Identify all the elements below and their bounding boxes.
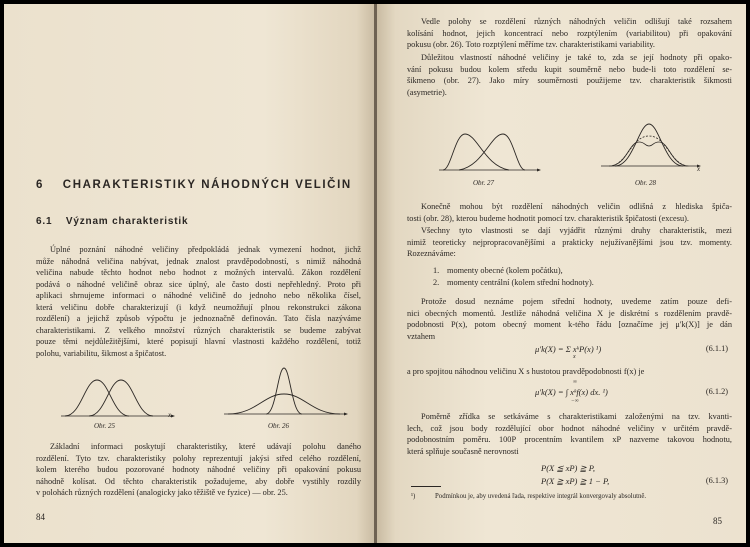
figure-27-curve-right-skew [443, 134, 509, 170]
right-paragraph-5 [407, 296, 732, 342]
footnote-rule [411, 486, 441, 487]
list-item-text: momenty obecné (kolem počátku), [447, 266, 563, 275]
figure-25-axis-label: x [168, 411, 172, 419]
list-item [433, 277, 594, 289]
text-line: pokusu (obr. 26). Toto rozptýlení měříme tzv. charakteristikami variability. [407, 40, 655, 49]
text-line: Úplné poznání náhodné veličiny předpokládá jednak vymezení hodnot, jichž [50, 245, 361, 254]
text-line: podobnosti P(x), potom obecný moment k-tého řádu [označíme jej μ'k(X)] je dán [407, 320, 732, 329]
list-item-number: 2. [433, 278, 440, 287]
text-line: polohu, variabilitu, šikmost a špičatost. [36, 348, 167, 358]
book-spread [4, 4, 746, 543]
text-line: veličina nabude těchto hodnot nebo hodnot z možných intervalů. Zákon rozdělení [36, 268, 361, 277]
figure-25 [59, 372, 179, 422]
formula-sum-subscript: x [573, 354, 576, 360]
page-number-right: 85 [713, 516, 722, 526]
list-item-text: momenty centrální (kolem střední hodnoty). [447, 278, 594, 287]
section-title [36, 216, 188, 227]
text-line: a pro spojitou náhodnou veličinu X s hustotou pravděpodobnosti f(x) je [407, 367, 645, 376]
text-line: Protože dosud neznáme pojem střední hodnoty, uvedeme zatím pouze defi- [421, 297, 732, 306]
text-line: šikmeno (obr. 27). Jako míry souměrnosti použijeme tzv. charakteristik šikmosti [407, 76, 732, 85]
text-line: pouze těmi nejdůležitějšími, které popisují hlavní vlastnosti každého rozdělení, totiž [36, 337, 361, 346]
text-line: tosti (obr. 28), kterou budeme hodnotit pomocí tzv. charakteristik špičatosti (excesu). [407, 213, 689, 223]
formula-continuous-moment: μ'k(X) = ∫ xᵏf(x) dx. ¹) [535, 387, 608, 397]
chapter-number: 6 [36, 179, 44, 191]
chapter-title [36, 179, 352, 191]
right-paragraph-7 [407, 411, 732, 457]
text-line: která veličinu dobře charakterizují (i když neumožňují plnou rekonstrukci zákona [36, 302, 361, 312]
left-paragraph-1 [36, 244, 361, 359]
inequality-2: P(X ≧ xP) ≧ 1 − P, [541, 476, 610, 486]
text-line: podobnostním poměru. 100P procentním kvantilem xP nazveme takovou hodnotu, [407, 435, 732, 444]
footnote-text: Podmínkou je, aby uvedená řada, respektive integrál konvergovaly absolutně. [435, 493, 647, 500]
right-paragraph-4 [407, 225, 732, 260]
figure-28-axis-label: x [697, 165, 701, 173]
text-line: nici obecných momentů. Jestliže náhodná veličina X je diskrétní s rozdělením pravdě- [407, 308, 732, 318]
figure-27-curve-left-skew [459, 134, 525, 170]
figure-26-curve-narrow [266, 368, 302, 414]
figure-28-curve-flat [611, 142, 687, 166]
text-line: vztahem [407, 331, 436, 341]
right-paragraph-2 [407, 52, 732, 98]
text-line: nimiž teoreticky nejpropracovanějšími a prakticky nejužívanějšími jsou tzv. momenty. [407, 237, 732, 247]
text-line: Vedle polohy se rozdělení různých náhodných veličin odlišují také rozsahem [421, 17, 732, 26]
footnote-mark: ¹) [411, 493, 416, 500]
text-line: rozdělení) a jejichž způsob výpočtu je jednoznačně definován. Tato čísla nazýváme [36, 314, 361, 323]
figure-28-curve-peaked [615, 124, 683, 166]
page-number-left: 84 [36, 512, 45, 522]
moments-list [433, 265, 594, 289]
text-line: charakteristikami. Z velkého množství různých charakteristik se budeme zabývat [36, 325, 361, 335]
figure-27-axis-arrow [537, 169, 541, 172]
text-line: v polohách různých rozdělení (analogicky jako těžiště ve fyzice) — obr. 25. [36, 488, 288, 497]
section-number: 6.1 [36, 216, 53, 227]
integral-lower-limit: −∞ [571, 398, 579, 404]
footnote [411, 493, 646, 500]
text-line: podává o náhodné veličině obraz sice úplný, ale často dosti nepřehledný. Proto při [36, 279, 361, 289]
text-line: (asymetrie). [407, 87, 447, 97]
text-line: může náhodná veličina nabývat, jednak znalost pravděpodobností, s nimiž náhodná [36, 256, 361, 266]
figure-26-axis-arrow [344, 413, 348, 416]
equation-number-6-1-2: (6.1.2) [705, 387, 728, 396]
left-paragraph-2 [36, 441, 361, 499]
text-line: náhodně kolísat. Od těchto charakteristik požadujeme, aby dobře vystihly rozdíly [36, 476, 361, 486]
right-paragraph-1 [407, 16, 732, 51]
list-item [433, 265, 594, 277]
text-line: lech, což jsou body rozdělující obor hodnot náhodné veličiny v určitém pravdě- [407, 423, 732, 433]
left-page [4, 4, 375, 543]
figure-26 [222, 364, 352, 420]
figure-28-caption: Obr. 28 [635, 179, 657, 187]
text-line: Rozeznáváme: [407, 249, 456, 258]
figure-28 [599, 120, 709, 176]
text-line: Poměrně zřídka se setkáváme s charakteristikami založenými na tzv. kvanti- [421, 412, 732, 421]
right-paragraph-6 [407, 366, 732, 378]
text-line: kolísání hodnot, jejich koncentrací nebo rozptýlením (variabilitou) při opakování [407, 28, 732, 38]
figure-27-caption: Obr. 27 [473, 179, 495, 187]
text-line: Všechny tyto vlastnosti se dají vyjádřit různými druhy charakteristik, mezi [421, 226, 732, 235]
equation-number-6-1-3: (6.1.3) [705, 476, 728, 485]
right-paragraph-3 [407, 201, 732, 224]
figure-25-curve-a [65, 380, 129, 416]
integral-upper-limit: ∞ [573, 379, 577, 385]
right-page [377, 4, 746, 543]
list-item-number: 1. [433, 266, 440, 275]
text-line: aplikaci shrnujeme informaci o náhodné veličině do jednoho nebo několika čísel, [36, 291, 361, 300]
figure-26-caption: Obr. 26 [268, 422, 290, 430]
formula-discrete-moment: μ'k(X) = Σ xᵏP(x) ¹) [535, 344, 602, 354]
figure-25-caption: Obr. 25 [94, 422, 116, 430]
figure-25-axis-arrow [171, 415, 175, 418]
figure-25-curve-b [89, 380, 153, 416]
text-line: vání pokusu budou kolem středu kupit souměrně nebo bude-li toto rozdělení se- [407, 64, 732, 74]
text-line: Konečně mohou být rozdělení náhodných veličin odlišná z hlediska špiča- [421, 202, 732, 211]
figure-27 [437, 126, 547, 176]
equation-number-6-1-1: (6.1.1) [705, 344, 728, 353]
figure-26-curve-wide [228, 394, 340, 414]
section-title-text: Význam charakteristik [65, 216, 189, 227]
text-line: která splňuje současně nerovnosti [407, 446, 519, 456]
text-line: kolem kterého budou pozorované hodnoty náhodné veličiny při opakování pokusu [36, 465, 361, 474]
text-line: Základní informaci poskytují charakteristiky, které udávají polohu daného [50, 442, 361, 451]
inequality-1: P(X ≦ xP) ≧ P, [541, 463, 595, 473]
chapter-title-text: CHARAKTERISTIKY NÁHODNÝCH VELIČIN [62, 179, 352, 191]
text-line: rozdělení. Tyto tzv. charakteristiky polohy reprezentují jakýsi střed celého rozdělení, [36, 453, 361, 463]
text-line: Důležitou vlastností náhodné veličiny je také to, zda se její hodnoty při opako- [421, 53, 732, 62]
